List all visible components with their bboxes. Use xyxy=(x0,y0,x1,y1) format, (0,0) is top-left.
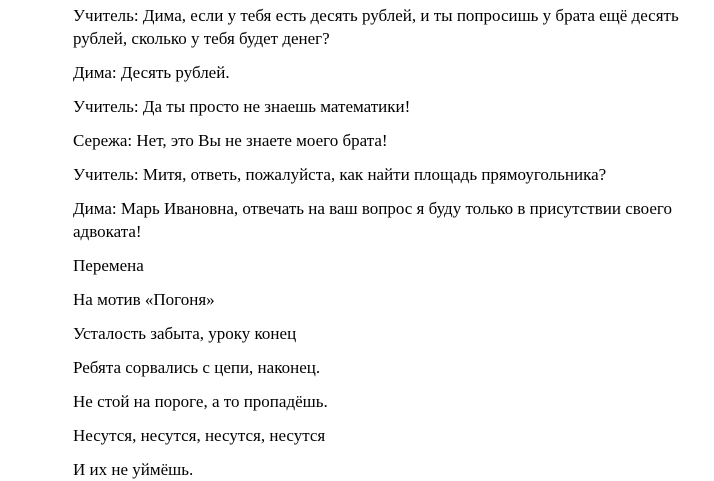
paragraph-song-motif: На мотив «Погоня» xyxy=(73,290,215,309)
paragraph-song-line-5: И их не уймёшь. xyxy=(73,460,194,479)
paragraph-teacher-math-remark: Учитель: Да ты просто не знаешь математики! xyxy=(73,97,411,116)
paragraph-song-line-2: Ребята сорвались с цепи, наконец. xyxy=(73,358,321,377)
paragraph-peremena-heading: Перемена xyxy=(73,256,144,275)
paragraph-dima-lawyer-answer: Дима: Марь Ивановна, отвечать на ваш вопрос я буду только в присутствии своего адвоката! xyxy=(73,199,672,241)
paragraph-song-line-3: Не стой на пороге, а то пропадёшь. xyxy=(73,392,328,411)
paragraph-teacher-question-money: Учитель: Дима, если у тебя есть десять рублей, и ты попросишь у брата ещё десять рублей, сколько у тебя будет денег? xyxy=(73,6,679,48)
paragraph-teacher-rectangle-question: Учитель: Митя, ответь, пожалуйста, как найти площадь прямоугольника? xyxy=(73,165,607,184)
paragraph-song-line-1: Усталость забыта, уроку конец xyxy=(73,324,297,343)
paragraph-song-line-4: Несутся, несутся, несутся, несутся xyxy=(73,426,326,445)
paragraph-serezha-brother-remark: Сережа: Нет, это Вы не знаете моего брата! xyxy=(73,131,388,150)
paragraph-dima-answer-money: Дима: Десять рублей. xyxy=(73,63,230,82)
